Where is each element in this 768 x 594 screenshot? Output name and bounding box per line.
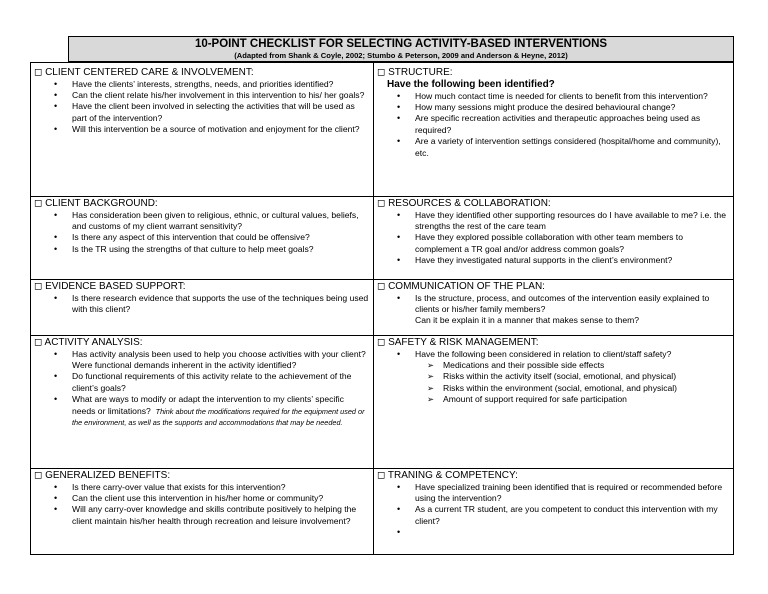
- section-training: [374, 469, 733, 554]
- list-item: • Have the following been considered in relation to client/staff safety?: [377, 349, 729, 360]
- list-item: [34, 394, 369, 428]
- list-item: • Have the client been involved in selecting the activities that will be used as part of the intervention?: [34, 101, 369, 124]
- list-item: • Have the clients’ interests, strengths, needs, and priorities identified?: [34, 79, 369, 90]
- section-structure: [374, 63, 733, 196]
- section-safety: [374, 336, 733, 468]
- list-item: • Have they identified other supporting resources do I have available to me? i.e. the strengths the rest of the care team: [377, 210, 729, 233]
- section-heading: ◻ SAFETY & RISK MANAGEMENT:: [377, 337, 539, 348]
- checklist-items: [34, 79, 369, 136]
- list-item: • Have they explored possible collaboration with other team members to complement a TR goal and/or address common goals?: [377, 232, 729, 255]
- section-heading: ◻ COMMUNICATION OF THE PLAN:: [377, 281, 545, 292]
- list-item: • Do functional requirements of this activity relate to the achievement of the client’s goals?: [34, 371, 369, 394]
- checklist-items: [34, 482, 369, 528]
- list-item: • Can the client relate his/her involvement in this intervention to his/ her goals?: [34, 90, 369, 101]
- list-item: • How many sessions might produce the desired behavioural change?: [377, 102, 729, 113]
- section-heading: ◻ CLIENT CENTERED CARE & INVOLVEMENT:: [34, 67, 254, 78]
- section-heading: ◻ EVIDENCE BASED SUPPORT:: [34, 281, 186, 292]
- section-heading: ◻ TRANING & COMPETENCY:: [377, 470, 518, 481]
- list-item: • Have they investigated natural supports in the client’s environment?: [377, 255, 729, 266]
- section-activity-analysis: [31, 336, 373, 468]
- list-item: • Is there any aspect of this intervention that could be offensive?: [34, 232, 369, 243]
- section-heading: ◻ CLIENT BACKGROUND:: [34, 198, 158, 209]
- document-title: 10-POINT CHECKLIST FOR SELECTING ACTIVITY-BASED INTERVENTIONS: [194, 38, 608, 50]
- section-resources: [374, 197, 733, 279]
- section-client-centered: [31, 63, 373, 196]
- list-item: • Are specific recreation activities and therapeutic approaches being used as required?: [377, 113, 729, 136]
- italic-note: Think about the modifications required for the equipment used or the environment, as well as the supports and accommodations that may be needed.: [72, 406, 365, 428]
- list-item: • As a current TR student, are you competent to conduct this intervention with my client?: [377, 504, 729, 527]
- section-heading: ◻ ACTIVITY ANALYSIS:: [34, 337, 143, 348]
- list-item: • Has activity analysis been used to help you choose activities with your client? Were functional demands inherent in the activity identified?: [34, 349, 369, 372]
- list-item: • Can the client use this intervention in his/her home or community?: [34, 493, 369, 504]
- list-item-continuation: Can it be explain it in a manner that makes sense to them?: [415, 315, 640, 326]
- checklist-items: [377, 210, 729, 267]
- checklist-items: [377, 293, 729, 316]
- document-subtitle: (Adapted from Shank & Coyle, 2002; Stumbo & Peterson, 2009 and Anderson & Heyne, 2012): [234, 51, 568, 60]
- list-item: • Has consideration been given to religious, ethnic, or cultural values, beliefs, and customs of my client warrant sensitivity?: [34, 210, 369, 233]
- empty-list-item: [377, 527, 729, 538]
- section-generalized: [31, 469, 373, 554]
- section-heading: ◻ STRUCTURE:: [377, 67, 453, 78]
- checklist-header: [68, 36, 734, 62]
- sub-list-item: ➢ Risks within the environment (social, emotional, and physical): [377, 383, 729, 394]
- sub-list-item: ➢ Amount of support required for safe participation: [377, 394, 729, 405]
- checklist-items: [377, 482, 729, 539]
- list-item: • Is the TR using the strengths of that culture to help meet goals?: [34, 244, 369, 255]
- checklist-items: [377, 349, 729, 406]
- list-item: • Are a variety of intervention settings considered (hospital/home and community), etc.: [377, 136, 729, 159]
- list-item-text: What are ways to modify or adapt the intervention to my clients’ specific needs or limitations?: [72, 394, 344, 416]
- list-item: • Is the structure, process, and outcomes of the intervention easily explained to clients or his/her family members?: [377, 293, 729, 316]
- checklist-table: [30, 62, 734, 555]
- list-item: • How much contact time is needed for clients to benefit from this intervention?: [377, 91, 729, 102]
- list-item: • Will this intervention be a source of motivation and enjoyment for the client?: [34, 124, 369, 135]
- section-heading: ◻ RESOURCES & COLLABORATION:: [377, 198, 551, 209]
- checklist-items: [34, 349, 369, 429]
- section-subheading: Have the following been identified?: [387, 78, 555, 90]
- section-communication: [374, 280, 733, 335]
- list-item: • Is there research evidence that supports the use of the techniques being used with this client?: [34, 293, 369, 316]
- section-heading: ◻ GENERALIZED BENEFITS:: [34, 470, 171, 481]
- section-evidence: [31, 280, 373, 335]
- list-item: • Will any carry-over knowledge and skills contribute positively to helping the client maintain his/her health through recreation and leisure involvement?: [34, 504, 369, 527]
- checklist-items: [34, 293, 369, 316]
- checklist-items: [377, 91, 729, 159]
- checklist-items: [34, 210, 369, 256]
- list-item: • Is there carry-over value that exists for this intervention?: [34, 482, 369, 493]
- sub-list-item: ➢ Medications and their possible side effects: [377, 360, 729, 371]
- sub-list-item: ➢ Risks within the activity itself (social, emotional, and physical): [377, 371, 729, 382]
- section-client-background: [31, 197, 373, 279]
- list-item: • Have specialized training been identified that is required or recommended before using the intervention?: [377, 482, 729, 505]
